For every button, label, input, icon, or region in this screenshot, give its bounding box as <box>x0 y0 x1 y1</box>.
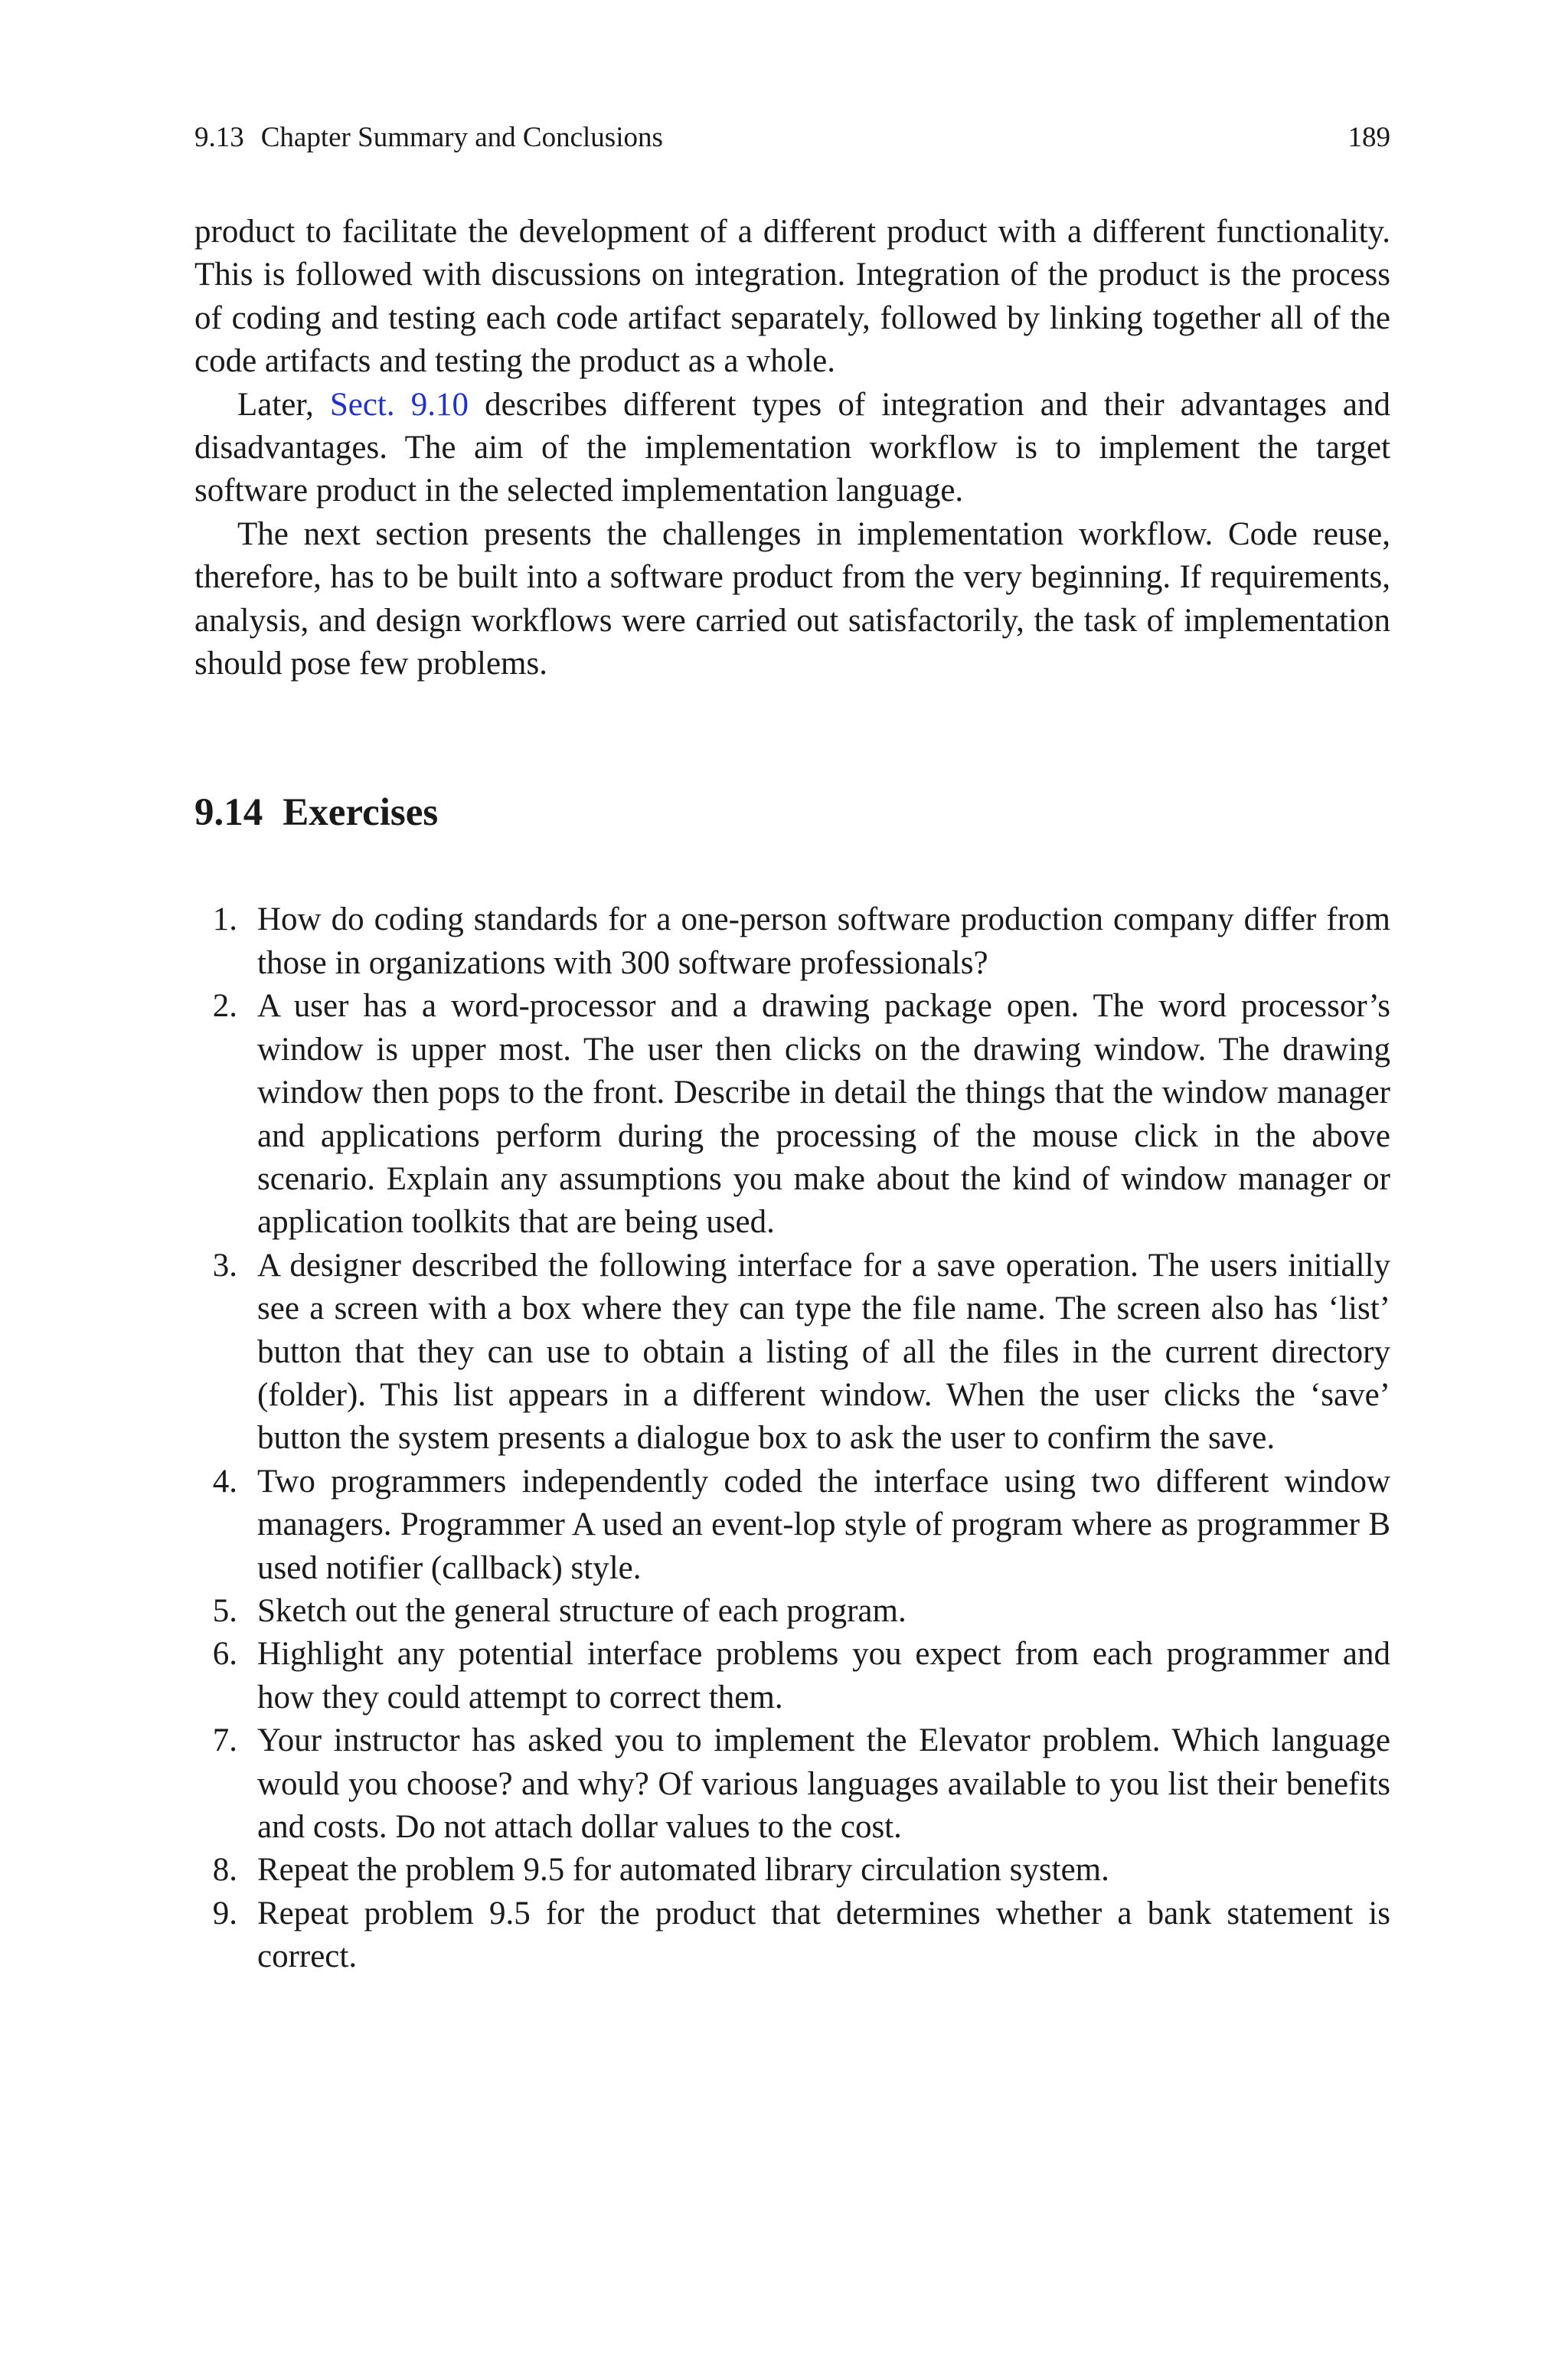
exercise-item <box>194 1849 1390 1892</box>
page-number: 189 <box>1348 122 1390 153</box>
running-header-section <box>194 123 663 153</box>
exercise-text: How do coding standards for a one-person software production company differ from those in organizations with 300 software professionals? <box>257 901 1390 981</box>
exercise-number: 2. <box>212 988 237 1025</box>
summary-text <box>194 211 1390 685</box>
exercise-number: 1. <box>212 901 237 938</box>
paragraph-3-text: The next section presents the challenges in implementation workflow. Code reuse, therefore, has to be built into a software product from the very beginning. If requirements, analysis, and design workflows were carried out satisfactorily, the task of implementation should pose few problems. <box>194 515 1390 682</box>
exercises-section-title: Exercises <box>283 791 439 835</box>
exercise-number: 9. <box>212 1895 237 1932</box>
paragraph-2 <box>194 384 1390 513</box>
exercise-item <box>194 1460 1390 1590</box>
exercise-item <box>194 1892 1390 1979</box>
paragraph-2-text-end: describes different types of integration and their advantages and disadvantages. The aim of the implementation workflow is to implement the target software product in the selected implementation language. <box>194 386 1390 509</box>
book-page <box>194 123 1390 1979</box>
paragraph-1-text: product to facilitate the development of a different product with a different functionality. This is followed with discussions on integration. Integration of the product is the process of coding and testing each code artifact separately, followed by linking together all of the code artifacts and testing the product as a whole. <box>194 214 1390 380</box>
exercise-number: 7. <box>212 1722 237 1759</box>
exercises-section-number: 9.14 <box>194 791 263 835</box>
paragraph-1 <box>194 211 1390 384</box>
exercises-heading <box>194 790 1390 836</box>
exercise-number: 4. <box>212 1463 237 1500</box>
exercise-text: Repeat the problem 9.5 for automated library circulation system. <box>257 1852 1109 1889</box>
header-section-title: Chapter Summary and Conclusions <box>260 122 663 153</box>
exercise-text: Your instructor has asked you to implement the Elevator problem. Which language would you choose? and why? Of various languages available to you list their benefits and costs. Do not attach dollar values to the cost. <box>257 1722 1390 1845</box>
exercise-text: A user has a word-processor and a drawing package open. The word processor’s window is upper most. The user then clicks on the drawing window. The drawing window then pops to the front. Describe in detail the things that the window manager and applications perform during the processing of the mouse click in the above scenario. Explain any assumptions you make about the kind of window manager or application toolkits that are being used. <box>257 988 1390 1241</box>
exercise-item <box>194 985 1390 1244</box>
paragraph-3 <box>194 513 1390 686</box>
exercise-number: 3. <box>212 1247 237 1284</box>
exercise-item <box>194 1719 1390 1849</box>
exercise-number: 6. <box>212 1636 237 1673</box>
exercise-item <box>194 898 1390 985</box>
header-section-number: 9.13 <box>194 122 244 153</box>
exercise-text: Sketch out the general structure of each program. <box>257 1592 906 1629</box>
exercise-item <box>194 1245 1390 1460</box>
exercise-text: A designer described the following interface for a save operation. The users initially see a screen with a box where they can type the file name. The screen also has ‘list’ button that they can use to obtain a listing of all the files in the current directory (folder). This list appears in a different window. When the user clicks the ‘save’ button the system presents a dialogue box to ask the user to confirm the save. <box>257 1247 1390 1457</box>
exercise-number: 8. <box>212 1852 237 1889</box>
exercise-list <box>194 898 1390 1978</box>
running-header <box>194 123 1390 153</box>
exercise-text: Repeat problem 9.5 for the product that determines whether a bank statement is correct. <box>257 1895 1390 1975</box>
section-reference-link[interactable]: Sect. 9.10 <box>329 386 469 423</box>
exercise-number: 5. <box>212 1592 237 1629</box>
paragraph-2-text-start: Later, <box>237 386 330 423</box>
exercise-item <box>194 1590 1390 1633</box>
exercise-text: Highlight any potential interface problems you expect from each programmer and how they could attempt to correct them. <box>257 1636 1390 1716</box>
exercise-item <box>194 1633 1390 1719</box>
exercise-text: Two programmers independently coded the interface using two different window managers. Programmer A used an event-lop style of program where as programmer B used notifier (callback) style. <box>257 1463 1390 1586</box>
